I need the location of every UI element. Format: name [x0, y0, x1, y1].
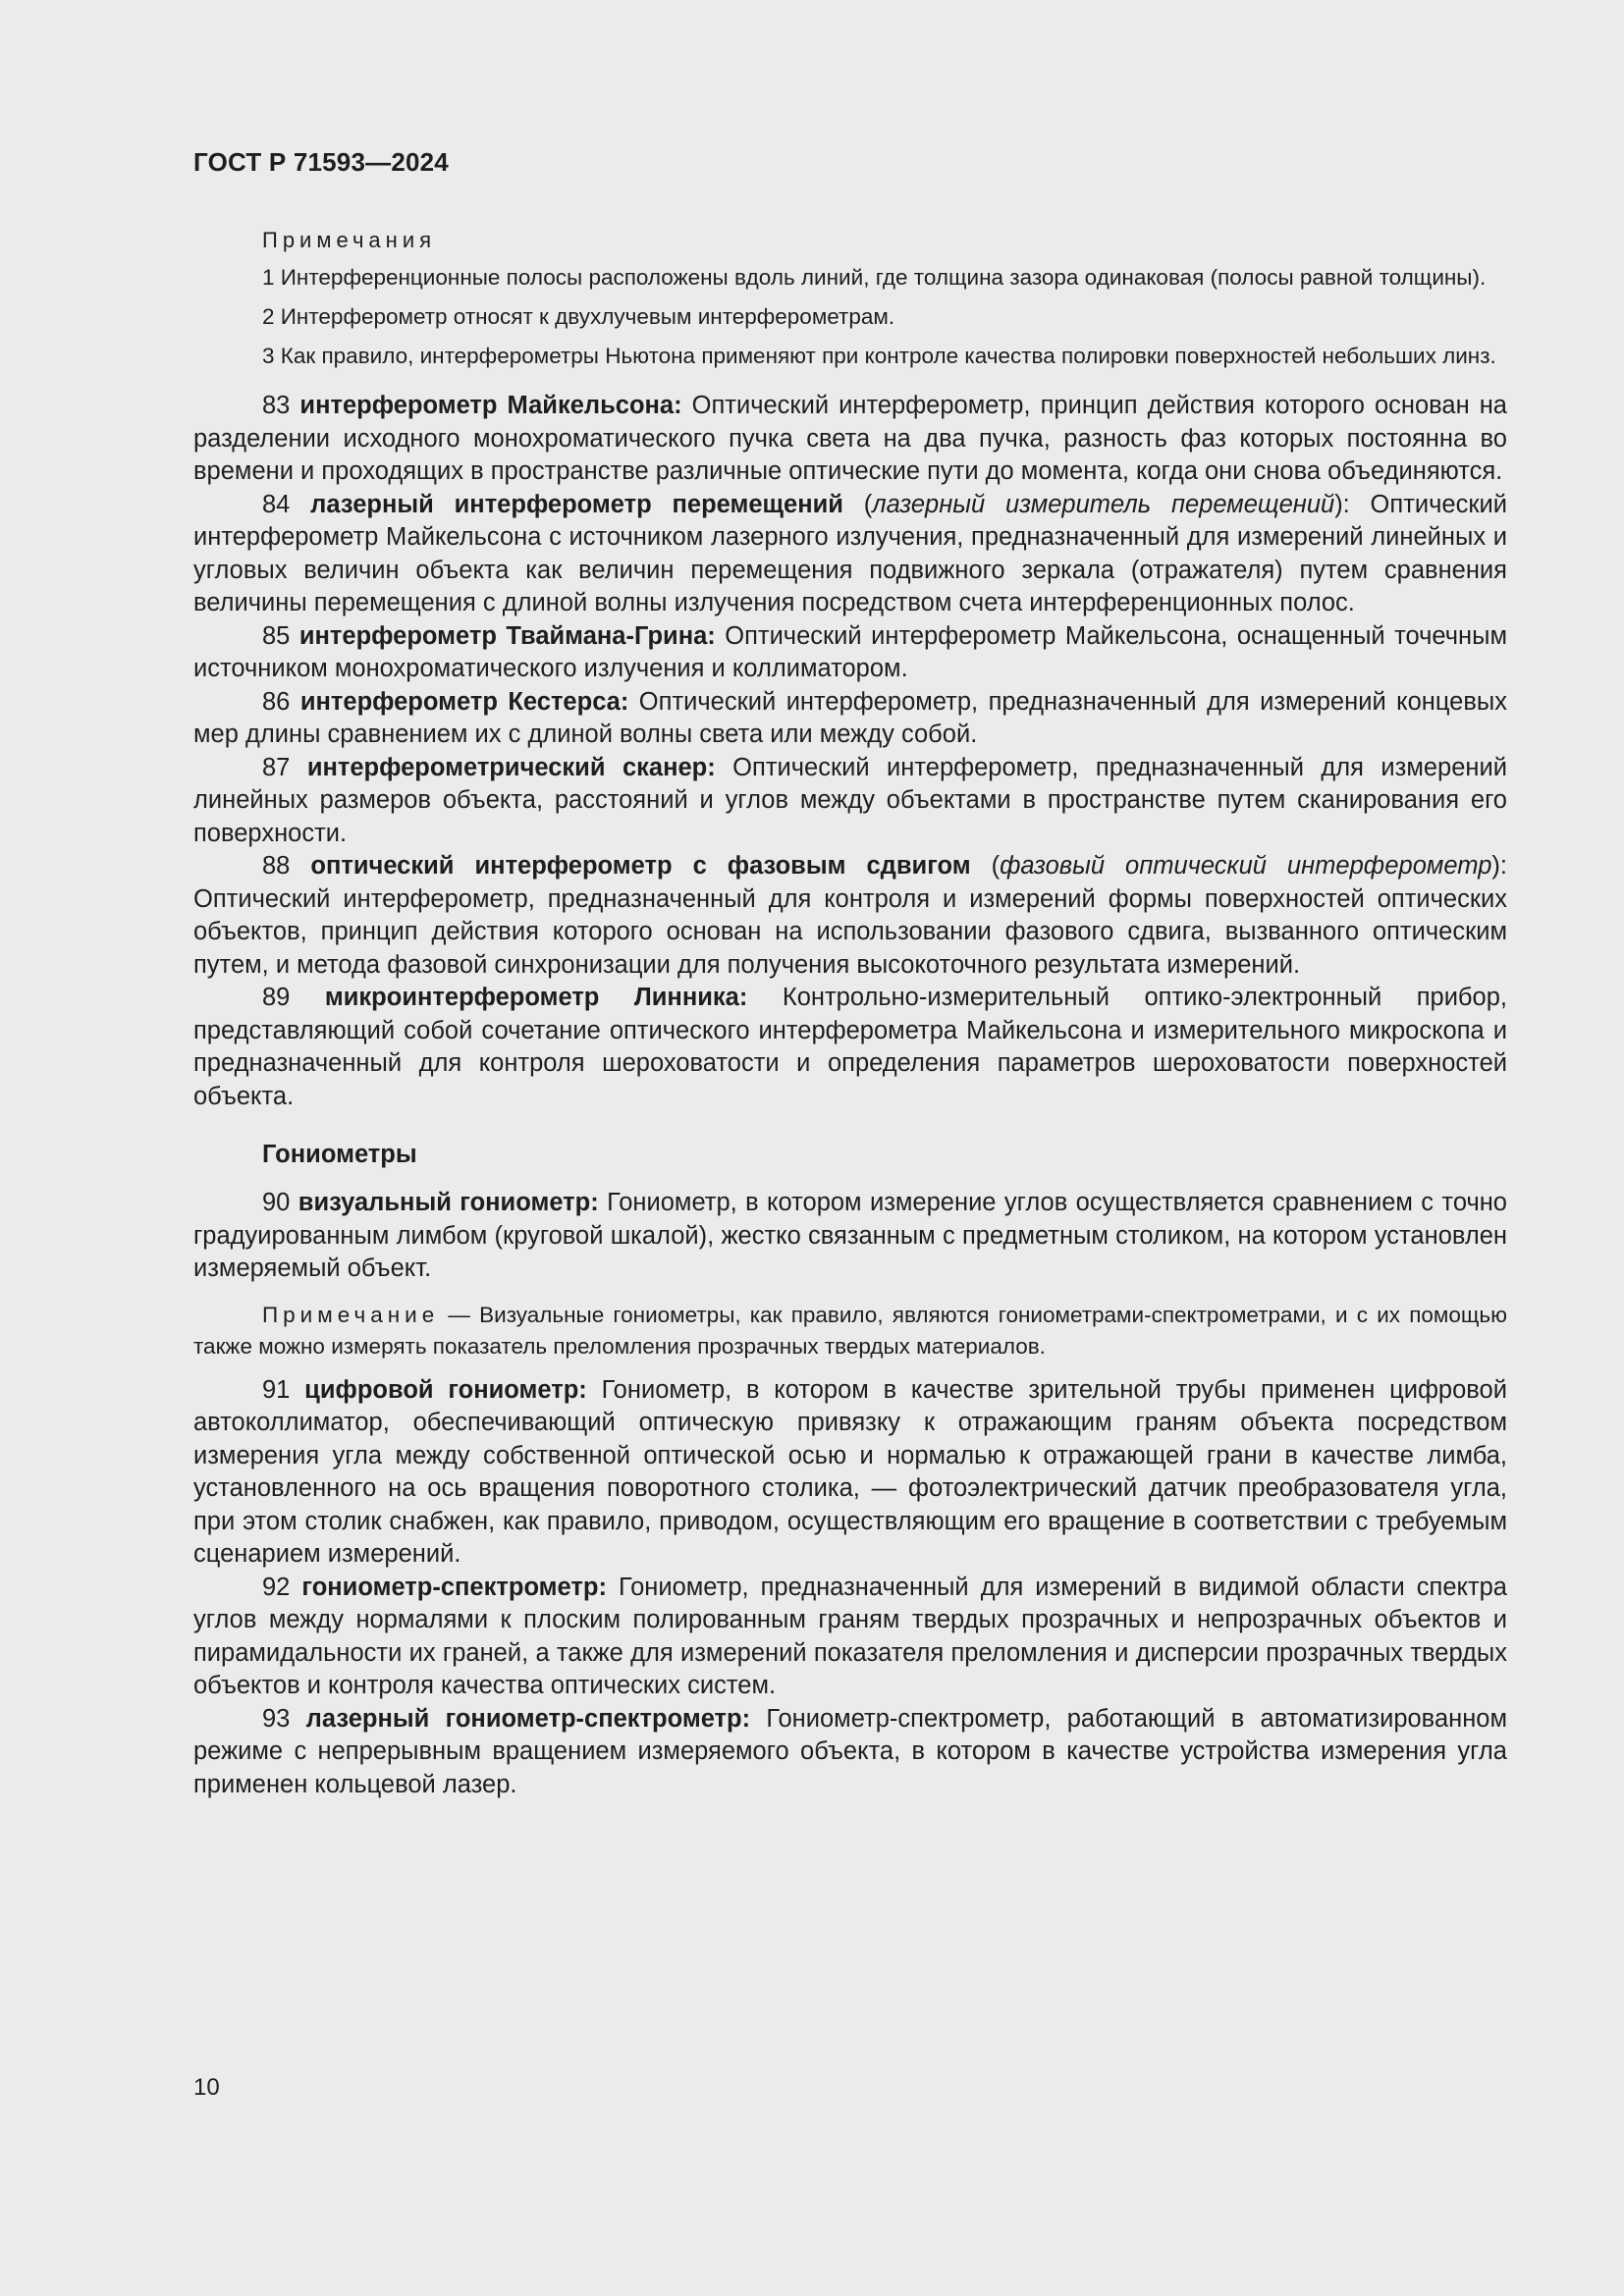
term-definition: Оптический интерферометр, предназначенный для измерений линейных размеров объекта, расстояний и углов между объектами в пространстве путем сканирования его поверхности.: [193, 753, 1507, 847]
document-id: ГОСТ Р 71593—2024: [193, 147, 449, 177]
term-name: оптический интерферометр с фазовым сдвигом: [310, 852, 971, 880]
note-item: 2 Интерферометр относят к двухлучевым интерферометрам.: [262, 304, 895, 329]
term-number: 84: [262, 490, 291, 518]
term-name: лазерный интерферометр перемещений: [310, 490, 843, 518]
term-entry-84: 84 лазерный интерферометр перемещений (лазерный измеритель перемещений): Оптический интерферометр Майкельсона с источником лазерного излучения, предназначенный для измерений линейных и угловых величин объекта как величин перемещения подвижного зеркала (отражателя) путем сравнения величины перемещения с длиной волны излучения посредством счета интерференционных полос.: [193, 490, 1507, 616]
document-body: [193, 224, 1507, 1801]
term-entry-83: [193, 390, 1507, 489]
term-number: 90: [262, 1189, 291, 1216]
term-name: лазерный гониометр-спектрометр:: [305, 1704, 751, 1733]
note-item: 1 Интерференционные полосы расположены вдоль линий, где толщина зазора одинаковая (полосы равной толщины).: [262, 265, 1487, 290]
term-name: гониометр-спектрометр:: [301, 1573, 607, 1601]
term-entry-88: 88 оптический интерферометр с фазовым сдвигом (фазовый оптический интерферометр): Оптический интерферометр, предназначенный для контроля и измерений формы поверхностей оптических объектов, принцип действия которого основан на использовании фазового сдвига, вызванного оптическим путем, и метода фазовой синхронизации для получения высокоточного результата измерений.: [193, 852, 1507, 979]
note-item: 3 Как правило, интерферометры Ньютона применяют при контроле качества полировки поверхностей небольших линз.: [262, 344, 1496, 368]
term-entry-89: [193, 982, 1507, 1113]
term-name: интерферометр Тваймана-Грина:: [298, 621, 716, 650]
term-name: визуальный гониометр:: [298, 1189, 599, 1216]
term-definition: Гониометр-спектрометр, работающий в автоматизированном режиме с непрерывным вращением измеряемого объекта, в котором в качестве устройства измерения угла применен кольцевой лазер.: [193, 1704, 1507, 1798]
term-entry-87: [193, 752, 1507, 851]
term-definition: Контрольно-измерительный оптико-электронный прибор, представляющий собой сочетание оптического интерферометра Майкельсона и измерительного микроскопа и предназначенный для контроля шероховатости и определения параметров шероховатости поверхностей объекта.: [193, 984, 1507, 1110]
term-entry-86: [193, 686, 1507, 752]
term-definition: Оптический интерферометр, принцип действия которого основан на разделении исходного монохроматического пучка света на два пучка, разность фаз которых постоянна во времени и проходящих в пространстве различные оптические пути до момента, когда они снова объединяются.: [193, 392, 1507, 485]
term-definition: ): Оптический интерферометр, предназначенный для контроля и измерений формы поверхностей оптических объектов, принцип действия которого основан на использовании фазового сдвига, вызванного оптическим путем, и метода фазовой синхронизации для получения высокоточного результата измерений.: [193, 852, 1507, 979]
term-definition: Гониометр, в котором измерение углов осуществляется сравнением с точно градуированным лимбом (круговой шкалой), жестко связанным с предметным столиком, на котором установлен измеряемый объект.: [193, 1189, 1507, 1282]
page-number: 10: [193, 2074, 220, 2101]
term-synonym: лазерный измеритель перемещений: [872, 490, 1335, 518]
term-entry-92: [193, 1572, 1507, 1703]
term-entry-93: [193, 1703, 1507, 1802]
term-definition: Гониометр, в котором в качестве зрительной трубы применен цифровой автоколлиматор, обеспечивающий оптическую привязку к отражающим граням объекта посредством измерения угла между собственной оптической осью и нормалью к отражающей грани в качестве лимба, установленного на ось вращения поворотного столика, — фотоэлектрический датчик преобразователя угла, при этом столик снабжен, как правило, приводом, осуществляющим его вращение в соответствии с требуемым сценарием измерений.: [193, 1375, 1507, 1568]
term-name: интерферометр Кестерса:: [299, 687, 629, 716]
term-definition: Оптический интерферометр, предназначенный для измерений концевых мер длины сравнением их с длиной волны света или между собой.: [193, 687, 1507, 748]
term-entry-85: [193, 620, 1507, 686]
term-number: 92: [262, 1573, 291, 1601]
term-synonym: фазовый оптический интерферометр: [1000, 852, 1492, 880]
term-number: 93: [262, 1704, 291, 1733]
term-number: 91: [262, 1375, 291, 1404]
section-heading: Гониометры: [262, 1141, 417, 1168]
term-number: 87: [262, 753, 291, 781]
term-entry-91: [193, 1374, 1507, 1572]
term-definition: ): Оптический интерферометр Майкельсона с источником лазерного излучения, предназначенный для измерений линейных и угловых величин объекта как величин перемещения подвижного зеркала (отражателя) путем сравнения величины перемещения с длиной волны излучения посредством счета интерференционных полос.: [193, 490, 1507, 616]
term-name: микроинтерферометр Линника:: [324, 984, 748, 1011]
term-definition: Оптический интерферометр Майкельсона, оснащенный точечным источником монохроматического излучения и коллиматором.: [193, 621, 1507, 682]
term-entry-90: [193, 1187, 1507, 1286]
term-name: интерферометр Майкельсона:: [299, 392, 682, 419]
term-name: интерферометрический сканер:: [306, 753, 716, 781]
term-number: 89: [262, 984, 291, 1011]
term-number: 88: [262, 852, 291, 880]
term-definition: Гониометр, предназначенный для измерений в видимой области спектра углов между нормалями к плоским полированным граням твердых прозрачных и непрозрачных объектов и пирамидальности их граней, а также для измерений показателя преломления и дисперсии прозрачных твердых объектов и контроля качества оптических систем.: [193, 1573, 1507, 1699]
notes-title: Примечания: [262, 228, 437, 252]
term-number: 86: [262, 687, 291, 716]
term-note: [193, 1300, 1507, 1362]
note-text: — Визуальные гониометры, как правило, являются гониометрами-спектрометрами, и с их помощью также можно измерять показатель преломления прозрачных твердых материалов.: [193, 1302, 1507, 1359]
note-label: Примечание: [262, 1302, 440, 1327]
term-number: 83: [262, 392, 291, 419]
term-number: 85: [262, 621, 291, 650]
term-name: цифровой гониометр:: [304, 1375, 587, 1404]
